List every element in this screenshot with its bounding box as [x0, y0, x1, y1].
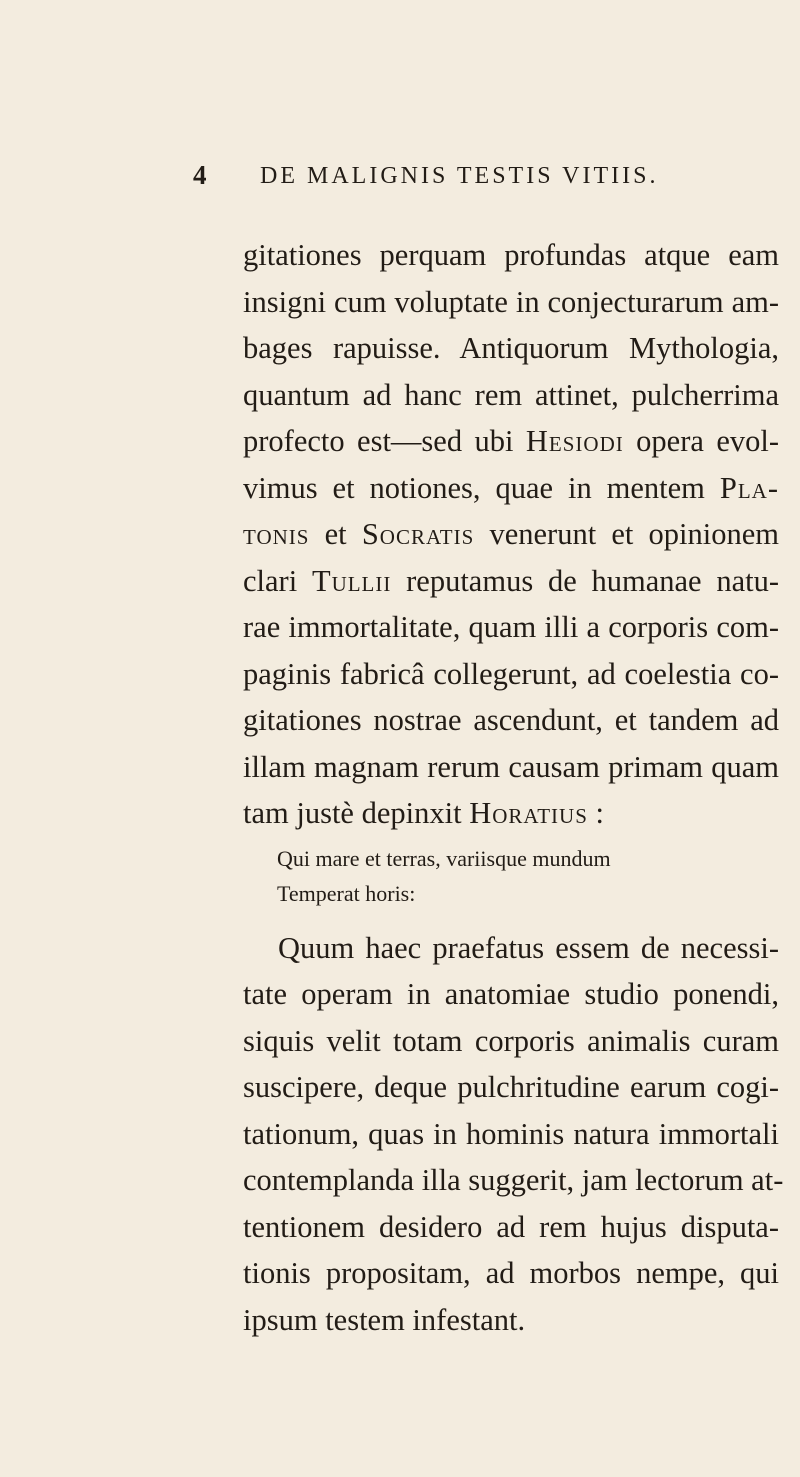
name-platonis-start: Pla- [719, 470, 779, 505]
text-line: illam magnam rerum causam primam quam [243, 749, 779, 784]
text-line: profecto est—sed ubi Hesiodi opera evol- [243, 424, 779, 458]
text-line: Quum haec praefatus essem de necessi- [278, 930, 779, 965]
text-line: tonis et Socratis venerunt et opinionem [243, 517, 779, 551]
text-line: tentionem desidero ad rem hujus disputa- [243, 1209, 779, 1244]
text-line: tionis propositam, ad morbos nempe, qui [243, 1256, 779, 1290]
name-tullii: Tullii [311, 563, 392, 598]
quote-line: Qui mare et terras, variisque mundum [277, 845, 611, 871]
name-horatius: Horatius [469, 796, 588, 830]
text-line: suscipere, deque pulchritudine earum cogi- [243, 1070, 779, 1104]
page-number: 4 [193, 160, 207, 190]
quote-line: Temperat horis: [277, 880, 416, 906]
main-text [243, 232, 784, 1343]
text-line: gitationes perquam profundas atque eam [243, 238, 779, 272]
text-line: tam justè depinxit Horatius : [243, 796, 604, 830]
text-line: bages rapuisse. Antiquorum Mythologia, [243, 331, 779, 365]
text-line: clari Tullii reputamus de humanae natu- [243, 563, 779, 598]
text-line: contemplanda illa suggerit, jam lectorum at- [243, 1163, 784, 1197]
text-line: tate operam in anatomiae studio ponendi, [243, 977, 779, 1011]
name-hesiodi: Hesiodi [525, 424, 624, 458]
running-head: DE MALIGNIS TESTIS VITIIS. [260, 163, 659, 189]
paragraph-2 [243, 925, 784, 1344]
text-line: ipsum testem infestant. [243, 1302, 526, 1337]
text-line: tationum, quas in hominis natura immortali [243, 1116, 779, 1151]
text-line: quantum ad hanc rem attinet, pulcherrima [243, 377, 779, 412]
text-line: vimus et notiones, quae in mentem Pla- [243, 470, 779, 505]
text-line: rae immortalitate, quam illi a corporis com- [243, 610, 779, 644]
text-line: paginis fabricâ collegerunt, ad coelestia co- [243, 656, 779, 691]
text-line: siquis velit totam corporis animalis curam [243, 1023, 779, 1058]
name-socratis: Socratis [361, 517, 475, 551]
text-line: gitationes nostrae ascendunt, et tandem ad [243, 703, 779, 737]
paragraph-1 [243, 232, 779, 837]
name-platonis-end: tonis [243, 517, 310, 551]
text-line: insigni cum voluptate in conjecturarum am- [243, 284, 779, 319]
verse-quote [243, 841, 779, 911]
